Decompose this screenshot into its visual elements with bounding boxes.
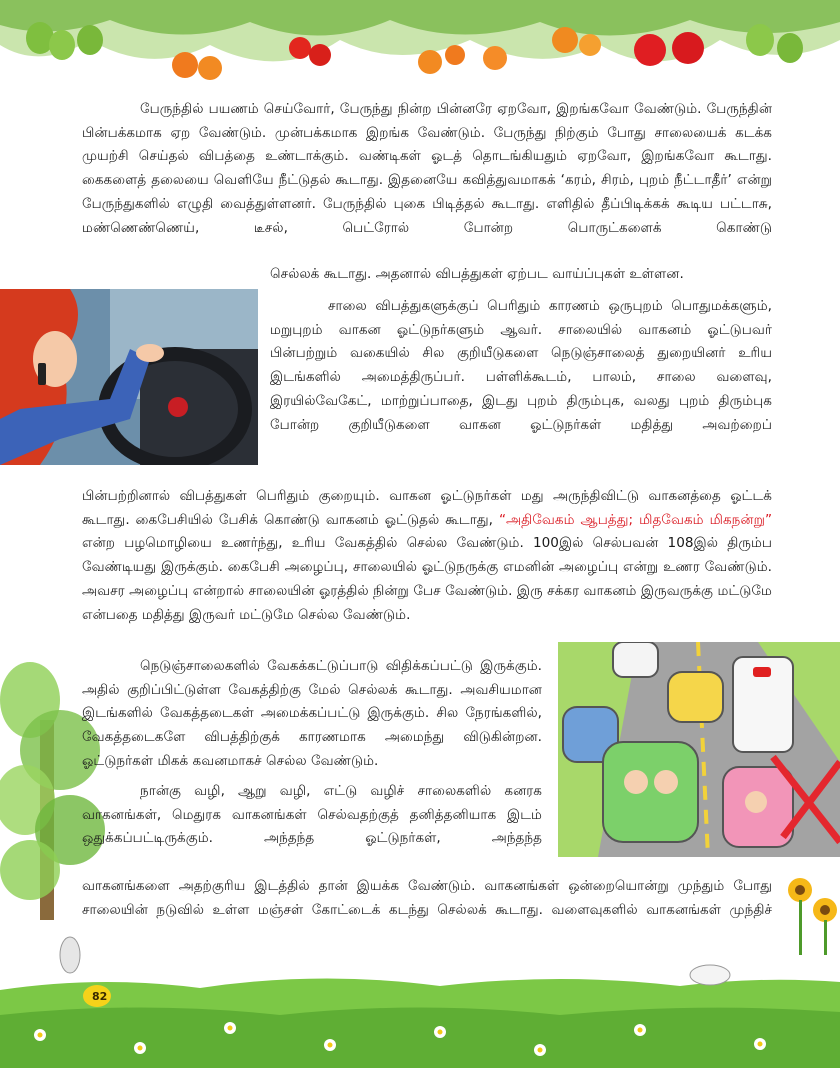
paragraph-bus-safety-end: செல்லக் கூடாது. அதனால் விபத்துகள் ஏற்பட வாய்ப்புகள் உள்ளன. [270,266,684,282]
grass-flowers-footer [0,920,840,1068]
paragraph-lanes: நான்கு வழி, ஆறு வழி, எட்டு வழிச் சாலைகளில் கனரக வாகனங்கள், மெதுரக வாகனங்கள் செல்வதற்குத் தனித்தனியாக இடம் ஒதுக்கப்பட்டிருக்கும். அந்தந்த ஓட்டுநர்கள், அந்தந்த [82,783,542,847]
fruit-branch-header [0,0,840,100]
paragraph-speed-limits: நெடுஞ்சாலைகளில் வேகக்கட்டுப்பாடு விதிக்கப்பட்டு இருக்கும். அதில் குறிப்பிட்டுள்ள வேகத்திற்கு மேல் செல்லக் கூடாது. அவசியமான இடங்களில் வேகத்தடைகள் அமைக்கப்பட்டு இருக்கும். சில நேரங்களில், வேகத்தடைகளே விபத்திற்குக் காரணமாக அமைந்து விடுகின்றன. ஓட்டுநர்கள் மிகக் கவனமாகச் செல்ல வேண்டும். [82,658,542,769]
paragraph-text-end: என்ற பழமொழியை உணர்ந்து, உரிய வேகத்தில் செல்ல வேண்டும். 100இல் செல்பவன் 108இல் திரும்ப வேண்டியது இருக்கும். கைபேசி அழைப்பு, சாலையில் ஓட்டுநருக்கு எமனின் அழைப்பு என்று உணர வேண்டும். அவசர அழைப்பு என்றால் சாலையின் ஓரத்தில் நின்று பேச வேண்டும். இரு சக்கர வாகனம் இருவருக்கு மட்டுமே என்பதை மதித்து இருவர் மட்டுமே செல்ல வேண்டும். [82,535,772,623]
paragraph-lanes-continued: வாகனங்களை அதற்குரிய இடத்தில் தான் இயக்க வேண்டும். வாகனங்கள் ஒன்றையொன்று முந்தும் போது சாலையின் நடுவில் உள்ள மஞ்சள் கோட்டைக் கடந்து செல்லக் கூடாது. வளைவுகளில் வாகனங்கள் முந்திச் [82,878,772,918]
paragraph-bus-safety: பேருந்தில் பயணம் செய்வோர், பேருந்து நின்ற பின்னரே ஏறவோ, இறங்கவோ வேண்டும். பேருந்தின் பின்பக்கமாக ஏற வேண்டும். முன்பக்கமாக இறங்க வேண்டும். பேருந்து நிற்கும் போது சாலையைக் கடக்க முயற்சி செய்தல் விபத்தை உண்டாக்கும். வண்டிகள் ஓடத் தொடங்கியதும் ஏறவோ, இறங்கவோ கூடாது. கைகளைத் தலையை வெளியே நீட்டுதல் கூடாது. இதனையே கவித்துவமாகக் ‘கரம், சிரம், புறம் நீட்டாதீர்’ என்று பேருந்துகளில் எழுதி வைத்துள்ளனர். பேருந்தில் புகை பிடித்தல் கூடாது. எளிதில் தீப்பிடிக்கக் கூடிய பட்டாசு, மண்ணெண்ணெய், டீசல், பெட்ரோல் போன்ற பொருட்களைக் கொண்டு [82,101,772,236]
paragraph-road-accidents-continued [82,485,772,627]
sunflower-illustration [780,875,840,955]
driver-on-phone-image [0,289,258,465]
paragraph-text-start: பின்பற்றினால் விபத்துகள் பெரிதும் குறையும். வாகன ஓட்டுநர்கள் மது அருந்திவிட்டு வாகனத்தை ஓட்டக் கூடாது. கைபேசியில் பேசிக் கொண்டு வாகனம் ஓட்டுதல் கூடாது, [82,488,772,528]
proverb-highlight: “அதிவேகம் ஆபத்து; மிதவேகம் மிகநன்று” [498,511,772,528]
paragraph-road-accidents: சாலை விபத்துகளுக்குப் பெரிதும் காரணம் ஒருபுறம் பொதுமக்களும், மறுபுறம் வாகன ஓட்டுநர்களும் ஆவர். சாலையில் வாகனம் ஓட்டுபவர் பின்பற்றும் வகையில் சில குறியீடுகளை நெடுஞ்சாலைத் துறையினர் உரிய இடங்களில் அமைத்திருப்பர். பள்ளிக்கூடம், பாலம், சாலை வளைவு, இரயில்வேகேட், மாற்றுப்பாதை, இடது புறம் திரும்புக, வலது புறம் திரும்புக போன்ற குறியீடுகளை வாகன ஓட்டுநர்கள் மதித்து அவற்றைப் [270,298,772,433]
traffic-overtaking-image [558,642,840,857]
page-number: 82 [92,990,108,1003]
